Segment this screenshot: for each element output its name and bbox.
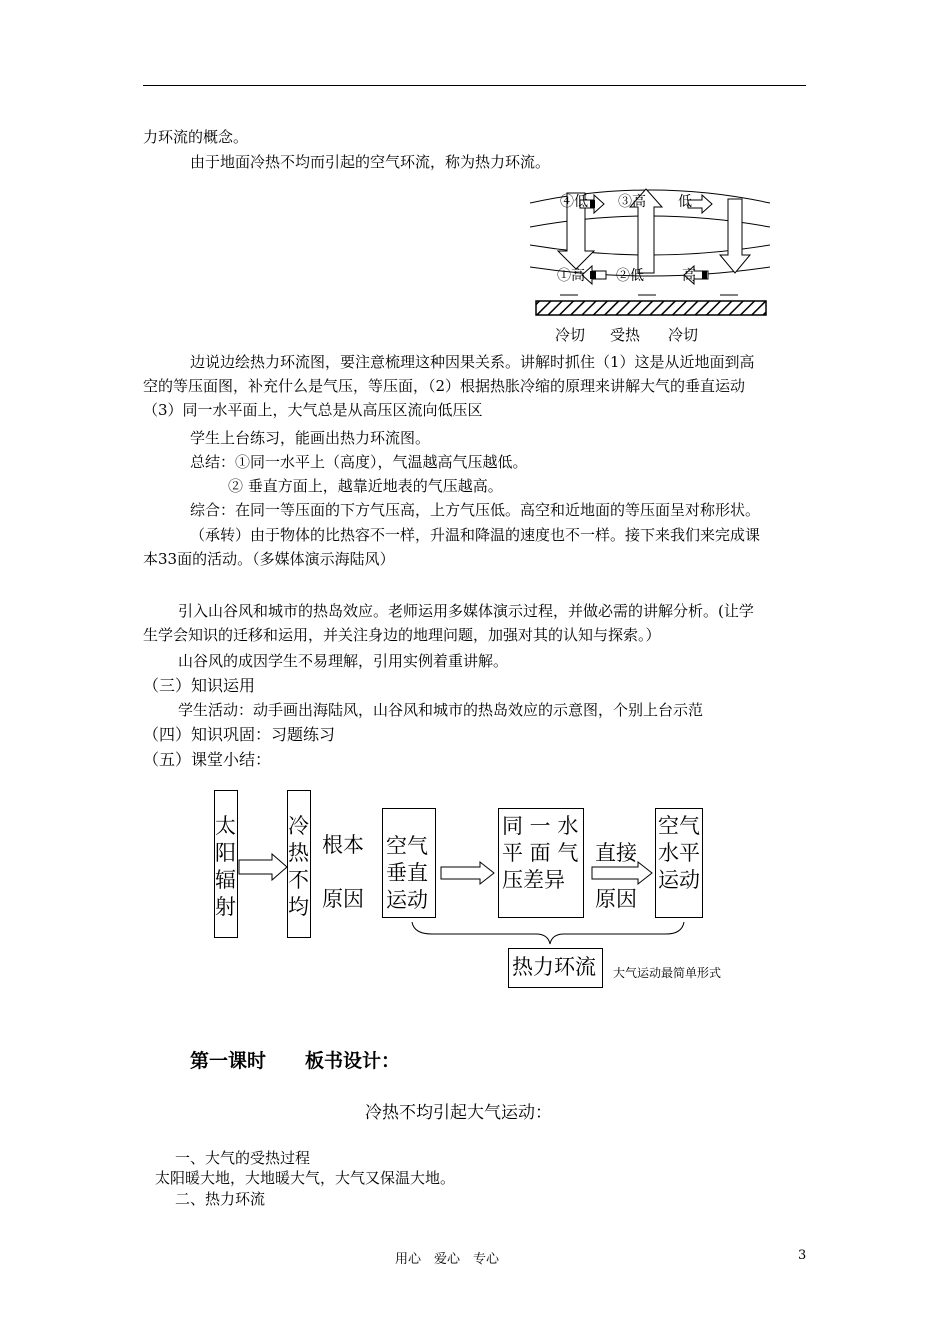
paragraph: 综合：在同一等压面的下方气压高，上方气压低。高空和近地面的等压面呈对称形状。 <box>190 501 761 519</box>
label-direct-cause-bottom: 原因 <box>595 887 637 911</box>
top-label-1: ④低 <box>560 194 588 210</box>
section-heading: （五）课堂小结： <box>143 750 272 769</box>
label-direct-cause-top: 直接 <box>595 841 637 865</box>
board-item: 一、大气的受热过程 <box>175 1149 311 1167</box>
paragraph: 引入山谷风和城市的热岛效应。老师运用多媒体演示过程，并做必需的讲解分析。(让学 <box>178 602 754 620</box>
box-vertical-motion: 空气 垂直 运动 <box>382 808 436 918</box>
top-label-2: ③高 <box>618 194 646 210</box>
box-thermal-circulation: 热力环流 <box>508 948 603 988</box>
ground-label-3: 冷切 <box>668 326 699 344</box>
definition-text: 由于地面冷热不均而引起的空气环流，称为热力环流。 <box>190 153 551 171</box>
paragraph: 学生活动：动手画出海陆风，山谷风和城市的热岛效应的示意图，个别上台示范 <box>178 701 704 719</box>
section-heading: （四）知识巩固：习题练习 <box>143 725 336 744</box>
board-item: 二、热力环流 <box>175 1190 266 1208</box>
page-number: 3 <box>798 1248 807 1263</box>
box-horizontal-motion: 空气 水平 运动 <box>655 808 703 918</box>
paragraph: 边说边绘热力环流图，要注意梳理这种因果关系。讲解时抓住（1）这是从近地面到高 <box>190 353 755 371</box>
label-root-cause-top: 根本 <box>322 833 364 857</box>
paragraph: 生学会知识的迁移和运用，并关注身边的地理问题，加强对其的认知与探索。） <box>143 626 661 644</box>
paragraph: （3）同一水平面上，大气总是从高压区流向低压区 <box>143 401 483 419</box>
header-rule <box>143 85 806 86</box>
paragraph: （承转）由于物体的比热容不一样，升温和降温的速度也不一样。接下来我们来完成课 <box>190 526 761 544</box>
box-solar-radiation: 太阳辐射 <box>214 790 238 938</box>
ground-label-2: 受热 <box>610 326 641 344</box>
label-root-cause-bottom: 原因 <box>322 887 364 911</box>
summary-note: 大气运动最简单形式 <box>613 966 722 980</box>
flowchart-connectors <box>236 820 716 950</box>
paragraph: 空的等压面图，补充什么是气压，等压面，（2）根据热胀冷缩的原理来讲解大气的垂直运动 <box>143 377 746 395</box>
board-heading-right: 板书设计： <box>305 1050 401 1072</box>
text-line: 力环流的概念。 <box>143 128 249 146</box>
box-pressure-difference: 同 一 水 平 面 气 压差异 <box>498 808 584 918</box>
paragraph: 总结：①同一水平上（高度），气温越高气压越低。 <box>190 453 528 471</box>
board-heading-left: 第一课时 <box>190 1050 267 1072</box>
paragraph: 学生上台练习，能画出热力环流图。 <box>190 429 431 447</box>
board-subtitle: 冷热不均引起大气运动： <box>365 1103 552 1123</box>
paragraph: 山谷风的成因学生不易理解，引用实例着重讲解。 <box>178 652 509 670</box>
top-label-3: 低 <box>678 194 692 210</box>
ground-label-1: 冷切 <box>555 326 586 344</box>
paragraph: 本33面的活动。（多媒体演示海陆风） <box>143 550 395 568</box>
box-uneven-heating: 冷热不均 <box>287 790 311 938</box>
footer-motto: 用心 爱心 专心 <box>395 1252 500 1267</box>
bottom-label-1: ①高 <box>557 268 585 284</box>
paragraph: ② 垂直方面上，越靠近地表的气压越高。 <box>228 477 503 495</box>
section-heading: （三）知识运用 <box>143 676 256 695</box>
bottom-label-3: 高 <box>682 268 696 284</box>
board-item-text: 太阳暖大地，大地暖大气，大气又保温大地。 <box>155 1169 456 1187</box>
bottom-label-2: ②低 <box>616 268 644 284</box>
